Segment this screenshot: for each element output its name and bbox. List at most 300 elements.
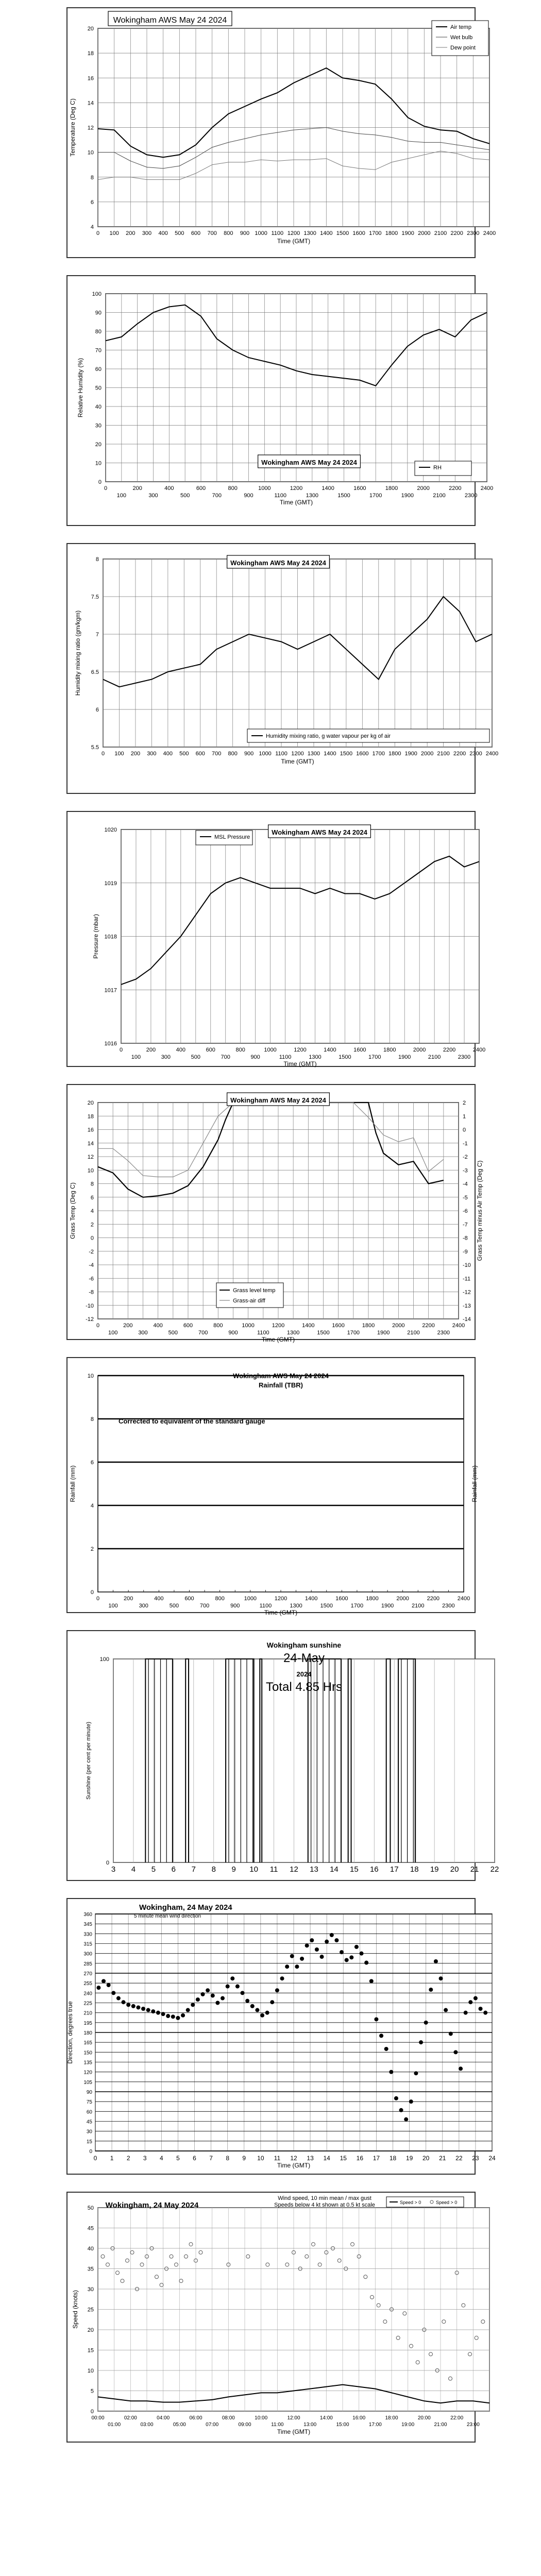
direction-point	[111, 1991, 115, 1995]
x-tick-label: 13	[310, 1865, 318, 1874]
x-tick-label: 2300	[464, 493, 478, 499]
y-tick-label: 1020	[104, 827, 117, 833]
chart-title: Wokingham AWS May 24 2024	[272, 828, 367, 836]
x-tick-label: 400	[154, 1596, 164, 1602]
x-tick-label: 900	[228, 1330, 238, 1336]
x-tick-label: 24	[488, 2155, 496, 2162]
x-tick-label: 1200	[272, 1323, 285, 1329]
y-right-tick-label: -3	[463, 1167, 468, 1174]
y-tick-label: 180	[83, 2030, 92, 2036]
y-right-tick-label: -6	[463, 1208, 468, 1214]
legend-label: MSL Pressure	[214, 834, 250, 840]
x-tick-label: 22	[455, 2155, 463, 2162]
y-tick-label: 8	[90, 174, 94, 181]
chart-title: Wokingham AWS May 24 2024	[230, 559, 326, 567]
direction-point	[181, 2013, 185, 2018]
x-tick-label: 12	[290, 2155, 297, 2162]
x-tick-label: 1100	[257, 1330, 269, 1336]
x-tick-label: 700	[207, 230, 217, 236]
y-tick-label: -2	[89, 1248, 94, 1255]
y-tick-label: -4	[89, 1262, 94, 1268]
y-axis-label: Sunshine (per cent per minute)	[86, 1721, 92, 1800]
y-tick-label: 10	[87, 149, 94, 156]
y-right-axis-label: Grass Temp minus Air Temp (Deg C)	[476, 1160, 483, 1261]
x-tick-label: 1000	[264, 1047, 277, 1053]
direction-point	[230, 1976, 234, 1980]
rainfall-chart-panel	[0, 1350, 541, 1623]
direction-point	[364, 1961, 368, 1965]
x-tick-label: 00:00	[91, 2415, 105, 2421]
x-tick-label: 5	[176, 2155, 180, 2162]
x-tick-label: 1100	[259, 1603, 272, 1609]
y-tick-label: 14	[87, 100, 94, 107]
y-tick-label: 6	[90, 1460, 94, 1466]
x-tick-label: 2300	[437, 1330, 450, 1336]
x-tick-label: 2100	[412, 1603, 425, 1609]
x-tick-label: 2000	[413, 1047, 426, 1053]
y-tick-label: 30	[87, 2286, 94, 2293]
x-tick-label: 16:00	[352, 2415, 366, 2421]
y-right-tick-label: -5	[463, 1194, 468, 1201]
x-tick-label: 1600	[335, 1596, 348, 1602]
direction-point	[285, 1964, 289, 1969]
x-tick-label: 14:00	[319, 2415, 333, 2421]
x-tick-label: 1300	[286, 1330, 300, 1336]
x-tick-label: 100	[109, 230, 119, 236]
x-tick-label: 600	[196, 485, 206, 492]
y-right-tick-label: -8	[463, 1235, 468, 1242]
x-tick-label: 700	[212, 751, 222, 757]
direction-point	[389, 2070, 393, 2074]
x-tick-label: 8	[211, 1865, 216, 1874]
x-axis-label: Time (GMT)	[281, 758, 314, 765]
direction-point	[374, 2017, 378, 2021]
direction-point	[409, 2099, 413, 2104]
temperature-chart-panel	[0, 0, 541, 268]
y-tick-label: 90	[95, 310, 102, 316]
pressure-chart-panel	[0, 804, 541, 1077]
legend-label: Grass level temp	[233, 1287, 276, 1294]
chart-title: Wokingham, 24 May 2024	[105, 2201, 199, 2210]
x-tick-label: 1600	[353, 1047, 366, 1053]
chart-year: 2024	[296, 1670, 312, 1678]
wind-speed-chart-panel	[0, 2184, 541, 2452]
chart-title: Wokingham sunshine	[266, 1641, 342, 1649]
x-tick-label: 2	[126, 2155, 130, 2162]
direction-point	[151, 2009, 155, 2013]
legend-label: Grass-air diff	[233, 1298, 265, 1304]
x-tick-label: 200	[130, 751, 141, 757]
x-tick-label: 1800	[362, 1323, 375, 1329]
x-tick-label: 3	[111, 1865, 116, 1874]
x-tick-label: 0	[96, 230, 100, 236]
x-tick-label: 1700	[372, 751, 385, 757]
x-tick-label: 1200	[287, 230, 300, 236]
x-tick-label: 01:00	[108, 2422, 121, 2428]
y-tick-label: 10	[87, 2368, 94, 2374]
direction-point	[464, 2011, 468, 2015]
wind-direction-chart-panel	[0, 1891, 541, 2184]
x-tick-label: 200	[146, 1047, 156, 1053]
direction-point	[320, 1955, 324, 1959]
y-tick-label: 345	[83, 1922, 92, 1928]
x-tick-label: 600	[195, 751, 205, 757]
direction-point	[449, 2032, 453, 2036]
x-tick-label: 3	[143, 2155, 147, 2162]
y-tick-label: 16	[87, 1127, 94, 1133]
x-tick-label: 18	[389, 2155, 397, 2162]
x-tick-label: 2100	[437, 751, 450, 757]
y-axis-label: Humidity mixing ratio (gm/kgm)	[74, 610, 81, 696]
x-tick-label: 1300	[306, 493, 319, 499]
x-tick-label: 900	[240, 230, 250, 236]
x-tick-label: 700	[221, 1054, 230, 1060]
y-tick-label: 20	[95, 442, 102, 448]
x-tick-label: 05:00	[173, 2422, 186, 2428]
direction-point	[176, 2016, 180, 2020]
y-tick-label: 100	[99, 1656, 109, 1663]
wind-speed-chart	[0, 2184, 541, 2452]
x-tick-label: 7	[191, 1865, 196, 1874]
x-tick-label: 400	[153, 1323, 163, 1329]
direction-point	[260, 2013, 264, 2018]
y-right-tick-label: -13	[463, 1302, 471, 1309]
x-tick-label: 2200	[453, 751, 466, 757]
y-tick-label: 20	[87, 2327, 94, 2333]
direction-point	[141, 2007, 145, 2011]
chart-title: Wokingham AWS May 24 2024	[230, 1096, 326, 1104]
x-tick-label: 2400	[485, 751, 499, 757]
x-tick-label: 100	[116, 493, 127, 499]
direction-point	[122, 2000, 126, 2004]
y-tick-label: 60	[95, 366, 102, 372]
y-tick-label: 7.5	[91, 594, 99, 600]
x-tick-label: 04:00	[157, 2415, 170, 2421]
x-tick-label: 1400	[324, 1047, 336, 1053]
x-tick-label: 21	[470, 1865, 479, 1874]
y-tick-label: 12	[87, 1154, 94, 1160]
direction-point	[116, 1996, 121, 2001]
y-tick-label: -10	[86, 1302, 94, 1309]
y-tick-label: 80	[95, 329, 102, 335]
y-tick-label: 150	[83, 2050, 92, 2056]
y-tick-label: 25	[87, 2307, 94, 2313]
x-tick-label: 10:00	[255, 2415, 268, 2421]
x-tick-label: 2400	[457, 1596, 470, 1602]
direction-point	[295, 1964, 299, 1969]
direction-point	[468, 2000, 472, 2004]
y-right-tick-label: -4	[463, 1181, 468, 1188]
x-tick-label: 18:00	[385, 2415, 398, 2421]
y-tick-label: 10	[87, 1373, 94, 1379]
chart-title: Wokingham, 24 May 2024	[139, 1903, 232, 1912]
x-tick-label: 1900	[381, 1603, 394, 1609]
x-tick-label: 1100	[279, 1054, 292, 1060]
legend-box	[415, 461, 471, 476]
y-tick-label: 6.5	[91, 669, 99, 675]
x-tick-label: 1900	[377, 1330, 390, 1336]
y-right-tick-label: -9	[463, 1248, 468, 1255]
y-tick-label: 14	[87, 1140, 94, 1147]
y-right-tick-label: -11	[463, 1276, 471, 1282]
y-tick-label: 7	[95, 632, 99, 638]
chart-subtitle-2: Speeds below 4 kt shown at 0.5 kt scale	[274, 2202, 375, 2208]
x-axis-label: Time (GMT)	[277, 2162, 311, 2169]
y-tick-label: 2	[90, 1546, 94, 1552]
x-tick-label: 1000	[242, 1323, 255, 1329]
x-tick-label: 900	[244, 751, 254, 757]
direction-point	[191, 2003, 195, 2007]
x-tick-label: 2200	[449, 485, 462, 492]
x-tick-label: 16	[356, 2155, 364, 2162]
y-tick-label: 0	[90, 1235, 94, 1242]
x-tick-label: 100	[131, 1054, 141, 1060]
x-tick-label: 9	[231, 1865, 236, 1874]
temperature-chart	[0, 0, 541, 268]
x-tick-label: 1300	[290, 1603, 302, 1609]
x-tick-label: 2100	[433, 493, 446, 499]
pressure-chart	[0, 804, 541, 1077]
direction-point	[453, 2050, 458, 2054]
y-tick-label: 40	[87, 2246, 94, 2252]
y-tick-label: 4	[90, 224, 94, 230]
y-tick-label: 1017	[104, 987, 117, 994]
x-tick-label: 2200	[422, 1323, 435, 1329]
y-tick-label: 285	[83, 1961, 92, 1967]
x-tick-label: 300	[139, 1603, 148, 1609]
y-tick-label: 5.5	[91, 744, 99, 751]
y-tick-label: 15	[87, 2347, 94, 2354]
y-tick-label: 135	[83, 2060, 92, 2066]
direction-point	[280, 1976, 284, 1980]
x-tick-label: 1500	[317, 1330, 330, 1336]
direction-point	[434, 1959, 438, 1963]
y-tick-label: 0	[106, 1860, 109, 1866]
y-tick-label: 20	[87, 26, 94, 32]
x-tick-label: 1500	[339, 1054, 351, 1060]
x-tick-label: 22	[490, 1865, 499, 1874]
x-tick-label: 5	[151, 1865, 156, 1874]
direction-point	[300, 1957, 304, 1961]
y-tick-label: 0	[89, 2149, 92, 2155]
y-tick-label: 12	[87, 125, 94, 131]
x-tick-label: 500	[179, 751, 189, 757]
x-tick-label: 0	[101, 751, 105, 757]
rainfall-chart	[0, 1350, 541, 1623]
x-tick-label: 900	[250, 1054, 260, 1060]
direction-point	[354, 1945, 359, 1949]
x-tick-label: 2200	[427, 1596, 440, 1602]
x-tick-label: 1600	[352, 230, 365, 236]
x-tick-label: 1200	[294, 1047, 307, 1053]
x-tick-label: 1000	[255, 230, 267, 236]
x-tick-label: 800	[213, 1323, 223, 1329]
direction-point	[369, 1979, 374, 1983]
direction-point	[330, 1933, 334, 1937]
chart-subtitle: Rainfall (TBR)	[259, 1381, 303, 1389]
y-right-axis-label: Rainfall (mm)	[471, 1465, 478, 1502]
x-tick-label: 700	[212, 493, 222, 499]
direction-point	[275, 1988, 279, 1992]
x-tick-label: 1200	[290, 485, 303, 492]
x-tick-label: 300	[161, 1054, 171, 1060]
x-tick-label: 200	[123, 1323, 133, 1329]
x-tick-label: 500	[175, 230, 184, 236]
x-tick-label: 1800	[388, 751, 401, 757]
y-tick-label: 100	[92, 291, 102, 297]
x-tick-label: 2000	[420, 751, 434, 757]
direction-point	[131, 2004, 136, 2008]
direction-point	[235, 1985, 240, 1989]
x-axis-label: Time (GMT)	[279, 499, 313, 506]
x-tick-label: 800	[215, 1596, 225, 1602]
x-tick-label: 1600	[332, 1323, 345, 1329]
direction-point	[439, 1976, 443, 1980]
x-tick-label: 600	[206, 1047, 215, 1053]
direction-point	[215, 2001, 219, 2005]
y-axis-label: Grass Temp (Deg C)	[69, 1182, 76, 1239]
y-tick-label: 195	[83, 2020, 92, 2026]
chart-annotation: Corrected to equivalent of the standard gauge	[119, 1417, 265, 1425]
legend-label: Dew point	[450, 45, 476, 51]
x-tick-label: 1400	[302, 1323, 315, 1329]
x-tick-label: 1500	[320, 1603, 333, 1609]
x-tick-label: 200	[132, 485, 142, 492]
direction-point	[126, 2003, 130, 2007]
direction-point	[394, 2096, 398, 2100]
x-tick-label: 17:00	[368, 2422, 382, 2428]
direction-point	[399, 2108, 403, 2112]
x-tick-label: 1400	[305, 1596, 318, 1602]
direction-point	[201, 1992, 205, 1996]
x-tick-label: 1800	[366, 1596, 379, 1602]
direction-point	[483, 2011, 487, 2015]
y-tick-label: 70	[95, 347, 102, 354]
direction-point	[414, 2071, 418, 2075]
chart-title: Wokingham AWS May 24 2024	[233, 1372, 329, 1380]
x-tick-label: 11:00	[271, 2422, 284, 2428]
x-tick-label: 0	[119, 1047, 123, 1053]
x-tick-label: 2300	[442, 1603, 455, 1609]
x-tick-label: 1800	[385, 485, 398, 492]
y-tick-label: 60	[86, 2109, 92, 2115]
x-tick-label: 18	[410, 1865, 419, 1874]
x-tick-label: 1700	[368, 1054, 381, 1060]
x-tick-label: 17	[373, 2155, 380, 2162]
x-tick-label: 900	[244, 493, 253, 499]
y-tick-label: 0	[98, 479, 102, 485]
x-tick-label: 1500	[337, 493, 350, 499]
y-tick-label: 300	[83, 1951, 92, 1957]
y-tick-label: 30	[86, 2129, 92, 2135]
y-tick-label: 240	[83, 1991, 92, 1997]
x-tick-label: 2000	[418, 230, 431, 236]
direction-point	[334, 1938, 339, 1942]
sunshine-chart-panel	[0, 1623, 541, 1891]
x-tick-label: 10	[257, 2155, 264, 2162]
y-tick-label: 15	[86, 2139, 92, 2145]
x-tick-label: 2200	[450, 230, 463, 236]
y-tick-label: 30	[95, 422, 102, 429]
x-tick-label: 15:00	[336, 2422, 349, 2428]
x-tick-label: 02:00	[124, 2415, 137, 2421]
x-tick-label: 1700	[369, 230, 382, 236]
x-tick-label: 2300	[469, 751, 482, 757]
x-tick-label: 500	[180, 493, 190, 499]
y-tick-label: 20	[87, 1100, 94, 1106]
direction-point	[146, 2008, 150, 2012]
x-tick-label: 1900	[398, 1054, 411, 1060]
x-tick-label: 1100	[274, 493, 286, 499]
y-tick-label: 18	[87, 50, 94, 57]
x-tick-label: 21	[439, 2155, 446, 2162]
x-tick-label: 11	[274, 2155, 281, 2162]
y-tick-label: -12	[86, 1316, 94, 1323]
x-tick-label: 300	[138, 1330, 148, 1336]
x-tick-label: 100	[108, 1603, 118, 1609]
x-tick-label: 700	[198, 1330, 208, 1336]
y-tick-label: 315	[83, 1941, 92, 1947]
direction-point	[241, 1991, 245, 1995]
y-tick-label: 35	[87, 2266, 94, 2273]
x-tick-label: 22:00	[450, 2415, 464, 2421]
direction-point	[270, 2000, 274, 2004]
x-tick-label: 1700	[350, 1603, 364, 1609]
y-tick-label: 120	[83, 2070, 92, 2076]
mixing-ratio-chart-panel	[0, 536, 541, 804]
x-tick-label: 1100	[275, 751, 288, 757]
x-tick-label: 400	[163, 751, 173, 757]
x-axis-label: Time (GMT)	[283, 1060, 317, 1067]
direction-point	[419, 2040, 423, 2044]
direction-point	[404, 2117, 408, 2122]
y-tick-label: 4	[90, 1503, 94, 1509]
x-tick-label: 2300	[458, 1054, 471, 1060]
y-tick-label: 1016	[104, 1041, 117, 1047]
direction-point	[325, 1940, 329, 1944]
x-tick-label: 23:00	[466, 2422, 480, 2428]
x-tick-label: 19	[405, 2155, 413, 2162]
x-tick-label: 2200	[443, 1047, 456, 1053]
y-tick-label: 6	[90, 1194, 94, 1201]
x-tick-label: 500	[191, 1054, 200, 1060]
y-tick-label: 255	[83, 1981, 92, 1987]
direction-point	[255, 2008, 259, 2012]
legend-label: Wet bulb	[450, 35, 473, 41]
x-tick-label: 1000	[259, 751, 272, 757]
y-tick-label: 45	[86, 2119, 92, 2125]
x-tick-label: 2300	[467, 230, 480, 236]
x-tick-label: 2000	[417, 485, 430, 492]
x-tick-label: 0	[96, 1323, 100, 1329]
y-right-tick-label: 0	[463, 1127, 466, 1133]
x-tick-label: 100	[108, 1330, 118, 1336]
y-tick-label: 16	[87, 75, 94, 82]
y-tick-label: 50	[87, 2205, 94, 2211]
x-tick-label: 800	[235, 1047, 245, 1053]
y-right-tick-label: -2	[463, 1154, 468, 1160]
x-tick-label: 1400	[320, 230, 333, 236]
x-tick-label: 1300	[303, 230, 316, 236]
y-tick-label: 105	[83, 2079, 92, 2086]
grass-temp-chart	[0, 1077, 541, 1350]
y-tick-label: -8	[89, 1289, 94, 1296]
grass-temp-chart-panel	[0, 1077, 541, 1350]
y-tick-label: 6	[95, 707, 99, 713]
x-tick-label: 400	[164, 485, 174, 492]
x-tick-label: 14	[323, 2155, 330, 2162]
x-tick-label: 600	[191, 230, 201, 236]
